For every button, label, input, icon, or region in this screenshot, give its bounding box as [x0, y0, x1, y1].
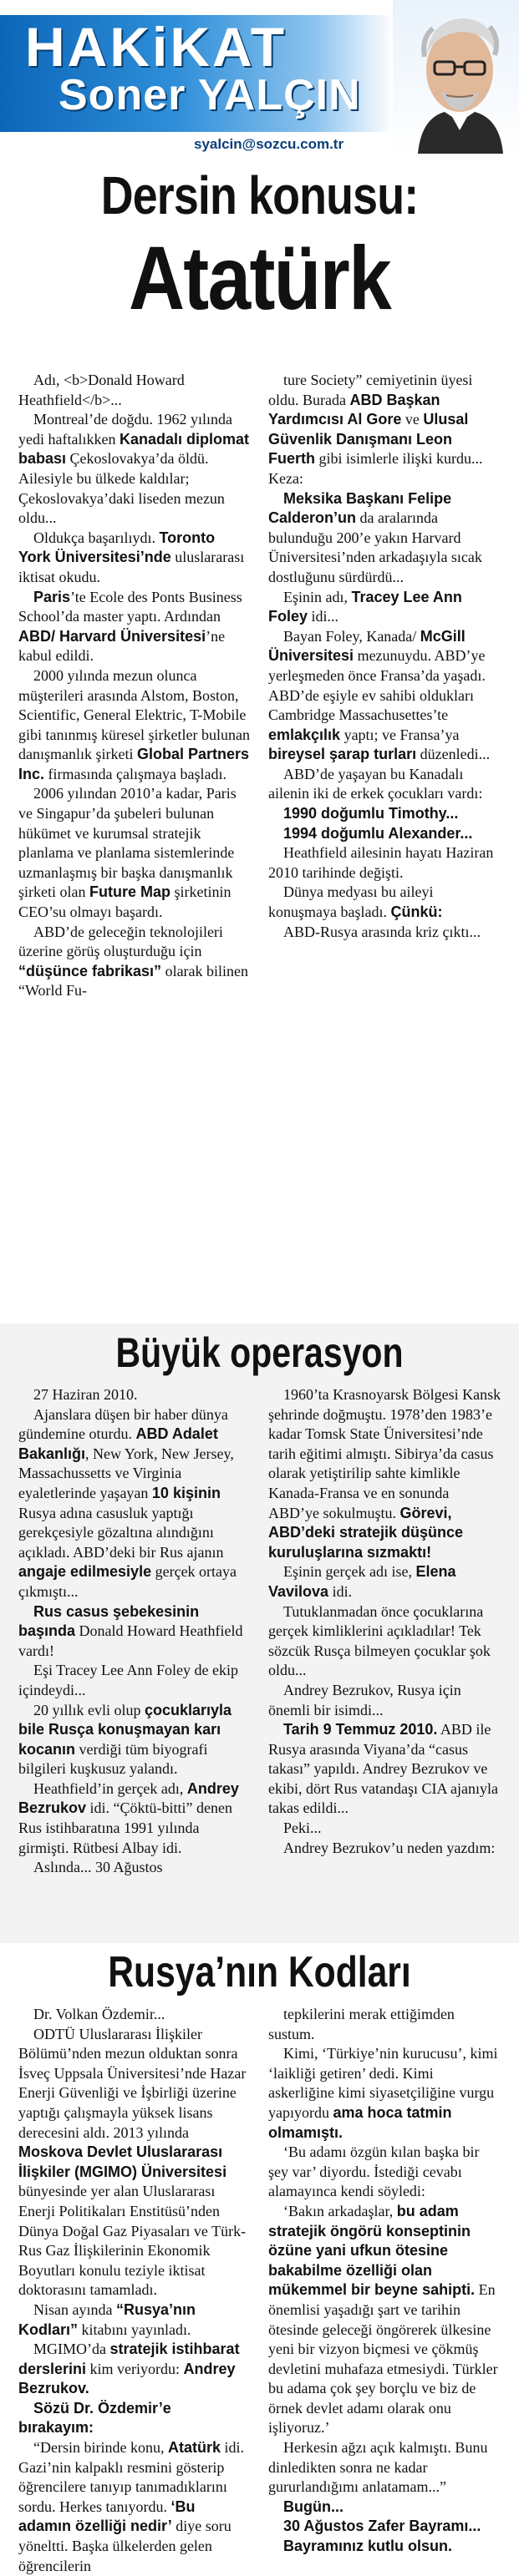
bold-text: angaje edilmesiyle: [18, 1563, 152, 1581]
bold-text: 30 Ağustos Zafer Bayramı...: [283, 2518, 481, 2535]
paragraph: [268, 824, 502, 844]
bold-text: bireysel şarap turları: [268, 746, 417, 763]
text: idi. Gazi’nin kalpaklı resmini gösterip öğrencilere tanıyıp tanımadıklarını sordu. Herkes tanıyordu.: [18, 2439, 244, 2515]
paragraph: [18, 2438, 250, 2576]
text-column-left: [18, 371, 250, 1001]
text: verdiği tüm biyografi bilgileri kuşkusuz yalandı.: [18, 1740, 208, 1778]
bold-text: “Rusya’nın Kodları”: [18, 2300, 196, 2338]
paragraph: [268, 2202, 502, 2438]
text: ABD-Rusya arasında kriz çıktı...: [283, 923, 481, 940]
bold-text: McGill Üniversitesi: [268, 627, 466, 665]
paragraph: [18, 2025, 250, 2300]
paragraph: [268, 1720, 502, 1819]
paragraph: [268, 883, 502, 922]
bold-text: Moskova Devlet Uluslararası İlişkiler (MGIMO) Üniversitesi: [18, 2143, 227, 2180]
column-brand-title: HAKiKAT: [25, 16, 287, 78]
section-heading: Rusya’nın Kodları: [108, 1948, 411, 1997]
bold-text: Meksika Başkanı Felipe Calderon’un: [268, 489, 452, 527]
bold-text: Bugün...: [283, 2498, 343, 2515]
paragraph: [268, 2517, 502, 2537]
text: MGIMO’da: [33, 2341, 110, 2358]
text: Dünya medyası bu aileyi konuşmaya başladı.: [268, 883, 434, 921]
bold-text: Andrey Bezrukov.: [18, 2360, 236, 2397]
text: ‘Bu adamı özgün kılan başka bir şey var’ diyordu. İstediği cevabı alamayınca kendi söyledi:: [268, 2143, 480, 2200]
text: Eşinin gerçek adı ise,: [283, 1563, 416, 1581]
text: kim veriyordu:: [86, 2360, 184, 2377]
bold-text: Tracey Lee Ann Foley: [268, 588, 462, 625]
text: olarak bilinen “World Fu-: [18, 962, 249, 1000]
bold-text: 1994 doğumlu Alexander...: [283, 824, 473, 842]
text: mezunuydu. ABD’ye yerleşmeden önce Fransa’da yaşadı. ABD’de eşiyle ev sahibi oldukları Cambridge Massachusettes’te: [268, 647, 486, 724]
paragraph: [18, 529, 250, 588]
text: ABD ile Rusya arasında Viyana’da “casus takası” yapıldı. Andrey Bezrukov ve ekibi, dört Rus vatandaşı CIA ajanıyla takas edildi...: [268, 1721, 498, 1817]
paragraph: [268, 2438, 502, 2498]
bold-text: ABD Adalet Bakanlığı: [18, 1425, 218, 1462]
text: Andrey Bezrukov’u neden yazdım:: [283, 1839, 496, 1856]
bold-text: çocuklarıyla bile Rusça konuşmayan karı kocanın: [18, 1701, 232, 1758]
paragraph: [18, 666, 250, 785]
paragraph: [268, 923, 502, 943]
text: ’ne kabul edildi.: [18, 627, 226, 665]
text-column-right: [268, 2005, 502, 2576]
bold-text: Ulusal Güvenlik Danışmanı Leon Fuerth: [268, 411, 469, 468]
text: Heathfield ailesinin hayatı Haziran 2010 tarihinde değişti.: [268, 844, 494, 881]
text: Donald Howard Heathfield vardı!: [18, 1622, 243, 1659]
text: Oldukça başarılıydı.: [33, 529, 160, 546]
text: uluslararası iktisat okudu.: [18, 549, 245, 585]
text: Eşinin adı,: [283, 588, 352, 605]
text: diye soru yöneltti. Başka ülkelerden gelen öğrencilerin: [18, 2518, 232, 2574]
text: 2000 yılında mezun olunca müşterileri arasında Alstom, Boston, Scientific, General Elektric, T-Mobile gibi tanınmış küresel şirketler bulunan danışmanlık şirketi: [18, 666, 250, 763]
text: gerçek ortaya çıkmıştı...: [18, 1563, 237, 1600]
paragraph: [18, 1779, 250, 1858]
bold-text: ABD/ Harvard Üniversitesi: [18, 627, 206, 645]
article-section-operation: [0, 1323, 519, 1943]
paragraph: [18, 1602, 250, 1662]
author-email[interactable]: syalcin@sozcu.com.tr: [194, 136, 344, 152]
text: da aralarında bulunduğu 200’e yakın Harvard Üniversitesi’nden arkadaşıyla sıcak dostluğunu sürdürdü...: [268, 509, 482, 585]
text: Rusya adına casusluk yaptığı gerekçesiyle gözaltına alındığını açıkladı. ABD’deki bir Rus ajanın: [18, 1504, 224, 1561]
paragraph: [268, 371, 502, 489]
text: 20 yıllık evli olup: [33, 1701, 145, 1718]
paragraph: [268, 2537, 502, 2557]
paragraph: [268, 627, 502, 765]
bold-text: emlakçılık: [268, 726, 341, 743]
bold-text: Atatürk: [167, 2439, 221, 2457]
text: şirketinin CEO’su olmayı başardı.: [18, 883, 232, 921]
text: ture Society” cemiyetinin üyesi oldu. Burada: [268, 372, 473, 408]
bold-text: ama hoca tatmin olmamıştı.: [268, 2103, 452, 2141]
bold-text: Toronto York Üniversitesi’nde: [18, 529, 216, 566]
bold-text: ABD Başkan Yardımcısı Al Gore: [268, 391, 440, 428]
text: firmasında çalışmaya başladı.: [44, 765, 226, 782]
bold-text: Andrey Bezrukov: [18, 1779, 239, 1817]
paragraph: [18, 371, 250, 410]
text: ABD’de yaşayan bu Kanadalı ailenin iki de erkek çocukları vardı:: [268, 765, 483, 802]
bold-text: “düşünce fabrikası”: [18, 962, 162, 979]
paragraph: [268, 2044, 502, 2143]
text: ‘Bakın arkadaşlar,: [283, 2202, 397, 2219]
headline-line-2: Atatürk: [128, 227, 391, 328]
bold-text: bu adam stratejik öngörü konseptinin özüne yani ufkun ötesine bakabilme özelliği olan mükemmel bir beyne sahipti.: [268, 2202, 476, 2299]
text: Montreal’de doğdu. 1962 yılında yedi haftalıkken: [18, 411, 232, 448]
paragraph: [18, 410, 250, 529]
text-column-left: [18, 1385, 250, 1878]
paragraph: [268, 765, 502, 804]
text: ABD’de geleceğin teknolojileri üzerine görüş oluşturduğu için: [18, 923, 223, 960]
text: Aslında... 30 Ağustos: [33, 1859, 163, 1876]
text: ’te Ecole des Ponts Business School’da master yaptı. Ardından: [18, 588, 242, 625]
text: Peki...: [283, 1819, 322, 1837]
paragraph: [268, 843, 502, 883]
column-header: [0, 0, 519, 155]
article-section-intro: [0, 371, 519, 1323]
text: kitabını yayınladı.: [78, 2320, 191, 2338]
headline-line-1: Dersin konusu:: [100, 165, 419, 225]
text: Dr. Volkan Özdemir...: [33, 2006, 165, 2022]
text: gibi isimlerle ilişki kurdu... Keza:: [268, 450, 483, 487]
paragraph: [18, 588, 250, 666]
paragraph: [268, 1602, 502, 1681]
text-column-left: [18, 2005, 250, 2576]
bold-text: ‘Bu adamın özelliği nedir’: [18, 2498, 196, 2535]
text: “Dersin birinde konu,: [33, 2439, 168, 2457]
paragraph: [18, 1385, 250, 1405]
text: Tutuklanmadan önce çocuklarına gerçek kimliklerini açıkladılar! Tek sözcük Rusça bilmeyen çocuklar şok oldu...: [268, 1602, 491, 1679]
text: Adı,: [33, 372, 64, 388]
text: ve: [401, 411, 424, 428]
text: Çekoslovakya’da öldü. Ailesiyle bu ülkede kaldılar; Çekoslovakya’daki liseden mezun oldu...: [18, 450, 225, 527]
author-name: Soner YALÇIN: [59, 71, 361, 119]
paragraph: [268, 2498, 502, 2518]
bold-text: Bayramınız kutlu olsun.: [283, 2538, 453, 2555]
text: Eşi Tracey Lee Ann Foley de ekip içindeydi...: [18, 1662, 238, 1698]
text: Kimi, ‘Türkiye’nin kurucusu’, kimi ‘laikliği getiren’ dedi. Kimi askerliğine kimi siyasetçiliğine vurgu yapıyordu: [268, 2045, 498, 2121]
text: 27 Haziran 2010.: [33, 1386, 138, 1403]
headline: [0, 155, 519, 371]
paragraph: [268, 1681, 502, 1720]
paragraph: [18, 2300, 250, 2340]
text: idi...: [308, 608, 339, 625]
bold-text: Paris: [33, 588, 71, 605]
paragraph: [18, 1661, 250, 1700]
text: 1960’ta Krasnoyarsk Bölgesi Kansk şehrinde doğmuştu. 1978’den 1983’e kadar Tomsk State Üniversitesi’nde tarih eğitimi almıştı. Sibirya’da casus olarak yetiştirilip sahte kimlikle Kanada-Fransa ve en sonunda ABD’ye sokulmuştu.: [268, 1386, 501, 1521]
bold-text: Tarih 9 Temmuz 2010.: [283, 1721, 438, 1738]
paragraph: [268, 1385, 502, 1562]
text: , New York, New Jersey, Massachussetts ve Virginia eyaletlerinde yaşayan: [18, 1445, 234, 1501]
text: Herkesin ağzı açık kalmıştı. Bunu dinledikten sonra ne kadar gururlandığımı anlatamam...”: [268, 2439, 488, 2496]
bold-text: Görevi, ABD’deki stratejik düşünce kuruluşlarına sızmaktı!: [268, 1504, 464, 1561]
text: Nisan ayında: [33, 2300, 116, 2318]
section-heading: Büyük operasyon: [115, 1329, 404, 1376]
paragraph: [18, 2399, 250, 2438]
text: bünyesinde yer alan Uluslararası Enerji Politikaları Enstitüsü’nden Dünya Doğal Gaz Piyasaları ve Türk-Rus Gaz İlişkilerinin Ekonomik Boyutları konulu teziyle iktisat doktorasını tamamladı.: [18, 2183, 247, 2299]
paragraph: [268, 2005, 502, 2044]
paragraph: [268, 489, 502, 588]
text: ODTÜ Uluslararası İlişkiler Bölümü’nden mezun olduktan sonra İsveç Uppsala Üniversitesi’nde Hazar Enerji Güvenliği ve İşbirliği üzerine yaptığı çalışmayla yüksek lisans derecesini aldı. 2013 yılında: [18, 2025, 247, 2141]
paragraph: [18, 1405, 250, 1602]
bold-text: Sözü Dr. Özdemir’e bırakayım:: [18, 2399, 171, 2437]
bold-text: Rus casus şebekesinin başında: [18, 1602, 200, 1640]
bold-text: Elena Vavilova: [268, 1563, 456, 1600]
text: Ajanslara düşen bir haber dünya gündemine oturdu.: [18, 1405, 228, 1443]
text: tepkilerini merak ettiğimden sustum.: [268, 2006, 455, 2042]
paragraph: [18, 784, 250, 922]
text-column-right: [268, 371, 502, 1001]
text: Bayan Foley, Kanada/: [283, 627, 420, 645]
paragraph: [18, 1701, 250, 1779]
text: yaptı; ve Fransa’ya: [340, 726, 460, 743]
paragraph: [18, 923, 250, 1001]
text: idi.: [328, 1582, 353, 1600]
paragraph: [268, 1839, 502, 1859]
paragraph: [268, 1562, 502, 1602]
bold-text: 1990 doğumlu Timothy...: [283, 805, 459, 822]
text: düzenledi...: [416, 746, 491, 763]
text: 2006 yılından 2010’a kadar, Paris ve Singapur’da şubeleri bulunan hükümet ve kurumsal stratejik planlama ve planlama sistemlerinde uzmanlaşmış bir başka danışmanlık şirketi olan: [18, 785, 237, 901]
bold-text: Çünkü:: [390, 903, 443, 921]
text: <b>Donald Howard Heathfield</b>...: [18, 372, 185, 408]
paragraph: [268, 2143, 502, 2202]
text: En önemlisi yaşadığı şart ve tarihin ötesinde geleceği öngörerek ülkesine yeni bir vizyon biçmesi ve çökmüş devletini muhafaza etmesiydi. Türkler bu adama çok şey borçlu ve biz de örnek devlet adamı olarak onu işliyoruz.’: [268, 2281, 498, 2437]
text: Heathfield’in gerçek adı,: [33, 1779, 187, 1797]
paragraph: [18, 2340, 250, 2399]
bold-text: Kanadalı diplomat babası: [18, 430, 249, 468]
paragraph: [268, 588, 502, 627]
article-section-codes: [0, 1943, 519, 2574]
author-portrait-photo: [393, 5, 516, 154]
bold-text: 10 kişinin: [151, 1484, 221, 1501]
bold-text: Global Partners Inc.: [18, 746, 250, 782]
bold-text: Future Map: [89, 883, 170, 901]
text-column-right: [268, 1385, 502, 1878]
paragraph: [268, 804, 502, 824]
paragraph: [18, 1858, 250, 1878]
bold-text: stratejik istihbarat derslerini: [18, 2341, 240, 2377]
paragraph: [268, 1819, 502, 1839]
paragraph: [18, 2005, 250, 2025]
text: idi. “Çöktü-bitti” denen Rus istihbaratına 1991 yılında girmişti. Rütbesi Albay idi.: [18, 1799, 232, 1856]
text: Andrey Bezrukov, Rusya için önemli bir isimdi...: [268, 1681, 461, 1718]
